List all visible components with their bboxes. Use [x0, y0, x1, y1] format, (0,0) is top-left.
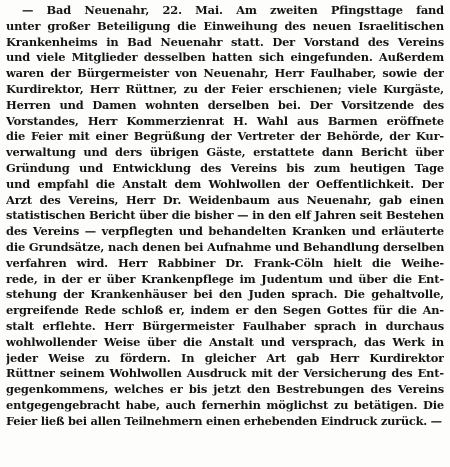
article-line: und viele Mitglieder desselben hatten sich eingefunden. Außerdem: [6, 50, 444, 65]
article-line: stehung der Krankenhäuser bei den Juden sprach. Die gehaltvolle,: [6, 287, 444, 302]
article-line: die Grundsätze, nach denen bei Aufnahme und Behandlung derselben: [6, 239, 444, 254]
article-line: verwaltung und ders übrigen Gäste, erstattete dann Bericht über: [6, 145, 444, 160]
article-line: ergreifende Rede schloß er, indem er den Segen Gottes für die An-: [6, 303, 444, 318]
article-line: — Bad Neuenahr, 22. Mai. Am zweiten Pfingsttage fand: [22, 3, 444, 17]
article-line: verfahren wird. Herr Rabbiner Dr. Frank-Cöln hielt die Weihe-: [6, 255, 444, 270]
article-line: Feier ließ bei allen Teilnehmern einen erhebenden Eindruck zurück. —: [6, 413, 442, 428]
article-line: des Vereins — verpflegten und behandelten Kranken und erläuterte: [6, 224, 444, 239]
article-line: stalt erflehte. Herr Bürgermeister Faulhaber sprach in durchaus: [6, 318, 444, 333]
news-article: [6, 3, 444, 430]
article-line: gegenkommens, welches er bis jetzt den Bestrebungen des Vereins: [6, 382, 444, 397]
article-line: jeder Weise zu fördern. In gleicher Art gab Herr Kurdirektor: [6, 350, 444, 365]
article-line: Vorstandes, Herr Kommerzienrat H. Wahl aus Barmen eröffnete: [6, 113, 444, 128]
article-line: statistischen Bericht über die bisher — in den elf Jahren seit Bestehen: [6, 208, 444, 223]
article-line: waren der Bürgermeister von Neuenahr, Herr Faulhaber, sowie der: [6, 66, 444, 81]
article-line: rede, in der er über Krankenpflege im Judentum und über die Ent-: [6, 271, 444, 286]
article-line: wohlwollender Weise über die Anstalt und versprach, das Werk in: [6, 334, 444, 349]
article-line: Gründung und Entwicklung des Vereins bis zum heutigen Tage: [6, 160, 444, 175]
article-line: Krankenheims in Bad Neuenahr statt. Der Vorstand des Vereins: [6, 34, 444, 49]
article-line: die Feier mit einer Begrüßung der Vertreter der Behörde, der Kur-: [6, 129, 444, 144]
article-line: entgegengebracht habe, auch fernerhin möglichst zu betätigen. Die: [6, 397, 444, 412]
article-line: Arzt des Vereins, Herr Dr. Weidenbaum aus Neuenahr, gab einen: [6, 192, 444, 207]
article-line: Kurdirektor, Herr Rüttner, zu der Feier erschienen; viele Kurgäste,: [6, 81, 444, 96]
article-line: und empfahl die Anstalt dem Wohlwollen der Oeffentlichkeit. Der: [6, 176, 444, 191]
article-line: Herren und Damen wohnten derselben bei. Der Vorsitzende des: [6, 97, 444, 112]
article-line: unter großer Beteiligung die Einweihung des neuen Israelitischen: [6, 18, 444, 33]
article-line: Rüttner seinem Wohlwollen Ausdruck mit der Versicherung des Ent-: [6, 366, 444, 381]
